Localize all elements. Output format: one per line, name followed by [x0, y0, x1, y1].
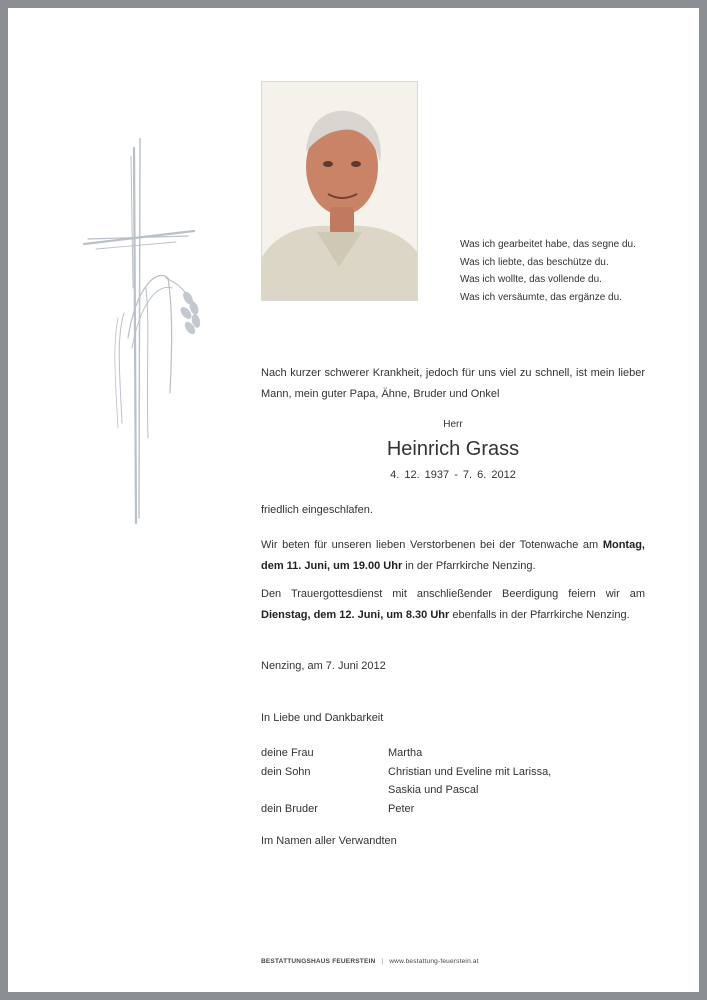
portrait-photo: [261, 81, 418, 301]
funeral-text: Den Trauergottesdienst mit anschließender Beerdigung feiern wir am: [261, 588, 645, 600]
gratitude-text: In Liebe und Dankbarkeit: [261, 712, 384, 724]
family-list: [261, 744, 551, 818]
poem-line: Was ich wollte, das vollende du.: [460, 274, 602, 285]
footer-separator: |: [381, 958, 384, 965]
funeral-location: ebenfalls in der Pfarrkirche Nenzing.: [449, 609, 630, 621]
family-relation: dein Sohn: [261, 765, 311, 778]
funeral-notice: [261, 584, 645, 626]
wake-text: Wir beten für unseren lieben Verstorbenen bei der Totenwache am: [261, 539, 599, 551]
place-date: Nenzing, am 7. Juni 2012: [261, 660, 386, 672]
relatives-text: Im Namen aller Verwandten: [261, 835, 397, 847]
cross-wheat-icon: [76, 138, 211, 530]
footer-brand: BESTATTUNGSHAUS FEUERSTEIN: [261, 958, 376, 965]
wake-date: Montag, dem 11. Juni, um 19.00 Uhr: [261, 539, 645, 572]
family-relation: [261, 781, 388, 800]
wake-notice: [261, 535, 645, 577]
intro-text: Nach kurzer schwerer Krankheit, jedoch für uns viel zu schnell, ist mein lieber Mann, mein guter Papa, Ähne, Bruder und Onkel: [261, 367, 645, 400]
poem-line: Was ich versäumte, das ergänze du.: [460, 291, 622, 303]
poem-line: Was ich liebte, das beschütze du.: [460, 256, 609, 268]
deceased-name: Heinrich Grass: [386, 438, 520, 460]
salutation: Herr: [443, 419, 463, 430]
family-relation: deine Frau: [261, 747, 314, 759]
wake-location: in der Pfarrkirche Nenzing.: [402, 560, 536, 572]
poem: [460, 236, 636, 306]
obituary-page: [8, 8, 699, 992]
passed-text: friedlich eingeschlafen.: [261, 504, 373, 516]
family-row: [261, 763, 551, 782]
family-relation: dein Bruder: [261, 802, 318, 815]
family-row: [261, 744, 551, 763]
life-dates: 4. 12. 1937 - 7. 6. 2012: [390, 469, 516, 481]
family-names: Peter: [388, 802, 415, 815]
family-names: Saskia und Pascal: [388, 784, 479, 796]
family-names: Martha: [388, 747, 423, 759]
family-names: Christian und Eveline mit Larissa,: [388, 765, 552, 778]
poem-line: Was ich gearbeitet habe, das segne du.: [460, 239, 636, 250]
footer-url[interactable]: www.bestattung-feuerstein.at: [389, 958, 479, 965]
funeral-date: Dienstag, dem 12. Juni, um 8.30 Uhr: [261, 609, 450, 621]
family-row: [261, 781, 551, 800]
family-row: [261, 800, 551, 819]
footer: [261, 958, 479, 965]
